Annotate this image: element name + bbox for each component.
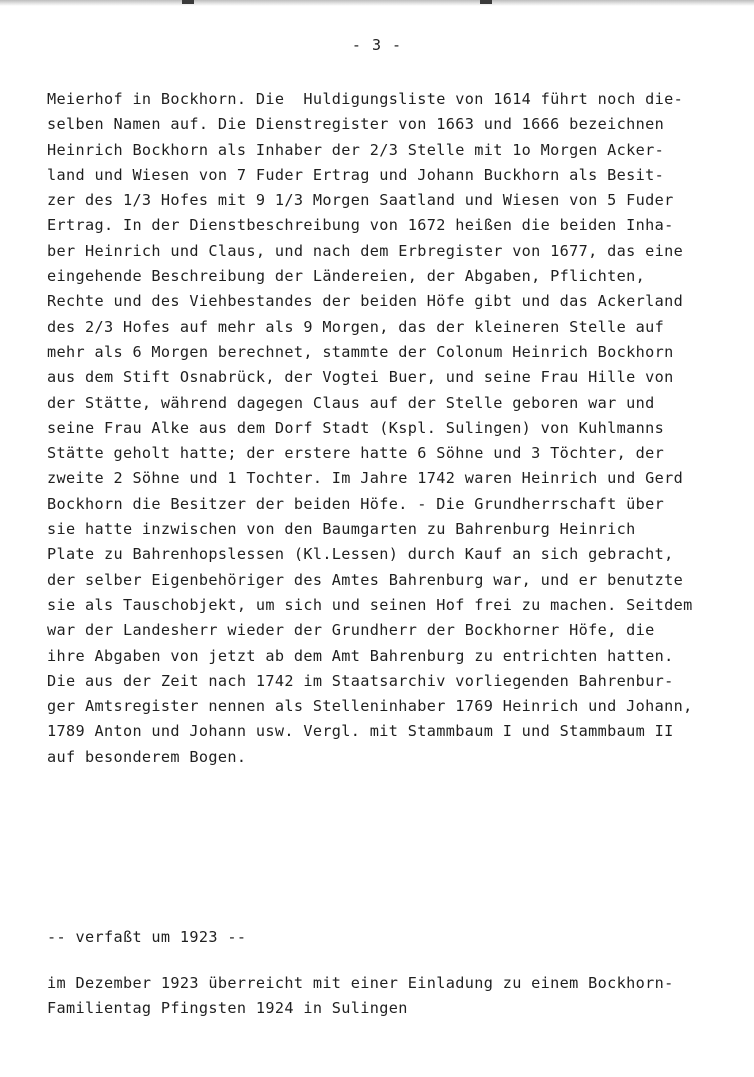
- text-line: der Stätte, während dagegen Claus auf der Stelle geboren war und: [47, 393, 655, 412]
- text-line: des 2/3 Hofes auf mehr als 9 Morgen, das der kleineren Stelle auf: [47, 317, 665, 336]
- text-line: seine Frau Alke aus dem Dorf Stadt (Kspl. Sulingen) von Kuhlmanns: [47, 418, 665, 437]
- dedication-line: Familientag Pfingsten 1924 in Sulingen: [47, 999, 408, 1018]
- page-number: - 3 -: [351, 36, 403, 54]
- scan-mark-left: [182, 0, 194, 4]
- text-line: eingehende Beschreibung der Ländereien, der Abgaben, Pflichten,: [47, 267, 646, 286]
- text-line: Meierhof in Bockhorn. Die Huldigungsliste von 1614 führt noch die-: [47, 90, 684, 108]
- text-line: Die aus der Zeit nach 1742 im Staatsarchiv vorliegenden Bahrenbur-: [47, 671, 674, 690]
- text-line: sie hatte inzwischen von den Baumgarten zu Bahrenburg Heinrich: [47, 520, 636, 539]
- text-line: aus dem Stift Osnabrück, der Vogtei Buer, und seine Frau Hille von: [47, 368, 674, 387]
- body-paragraph: [47, 87, 752, 770]
- text-line: zweite 2 Söhne und 1 Tochter. Im Jahre 1742 waren Heinrich und Gerd: [47, 469, 684, 488]
- text-line: 1789 Anton und Johann usw. Vergl. mit Stammbaum I und Stammbaum II: [47, 722, 674, 741]
- text-line: Plate zu Bahrenhopslessen (Kl.Lessen) durch Kauf an sich gebracht,: [47, 545, 674, 564]
- text-line: ihre Abgaben von jetzt ab dem Amt Bahrenburg zu entrichten hatten.: [47, 646, 674, 665]
- text-line: ber Heinrich und Claus, und nach dem Erbregister von 1677, das eine: [47, 241, 684, 260]
- text-line: der selber Eigenbehöriger des Amtes Bahrenburg war, und er benutzte: [47, 570, 684, 589]
- text-line: Ertrag. In der Dienstbeschreibung von 1672 heißen die beiden Inha-: [47, 216, 674, 235]
- scan-top-border: [0, 0, 754, 6]
- text-line: selben Namen auf. Die Dienstregister von 1663 und 1666 bezeichnen: [47, 115, 665, 134]
- scan-mark-right: [480, 0, 492, 4]
- text-line: ger Amtsregister nennen als Stelleninhaber 1769 Heinrich und Johann,: [47, 697, 693, 716]
- text-line: Bockhorn die Besitzer der beiden Höfe. - Die Grundherrschaft über: [47, 494, 665, 513]
- dedication-line: im Dezember 1923 überreicht mit einer Einladung zu einem Bockhorn-: [47, 974, 674, 992]
- text-line: Stätte geholt hatte; der erstere hatte 6 Söhne und 3 Töchter, der: [47, 444, 665, 463]
- text-line: war der Landesherr wieder der Grundherr der Bockhorner Höfe, die: [47, 621, 655, 640]
- dedication-paragraph: [47, 970, 752, 1021]
- text-line: zer des 1/3 Hofes mit 9 1/3 Morgen Saatland und Wiesen von 5 Fuder: [47, 191, 674, 210]
- text-line: land und Wiesen von 7 Fuder Ertrag und Johann Buckhorn als Besit-: [47, 165, 665, 184]
- text-line: mehr als 6 Morgen berechnet, stammte der Colonum Heinrich Bockhorn: [47, 342, 674, 361]
- text-line: sie als Tauschobjekt, um sich und seinen Hof frei zu machen. Seitdem: [47, 595, 693, 614]
- text-line: Heinrich Bockhorn als Inhaber der 2/3 Stelle mit 1o Morgen Acker-: [47, 140, 665, 159]
- text-line: auf besonderem Bogen.: [47, 747, 247, 766]
- text-line: Rechte und des Viehbestandes der beiden Höfe gibt und das Ackerland: [47, 292, 684, 311]
- authorship-note: -- verfaßt um 1923 --: [47, 928, 247, 946]
